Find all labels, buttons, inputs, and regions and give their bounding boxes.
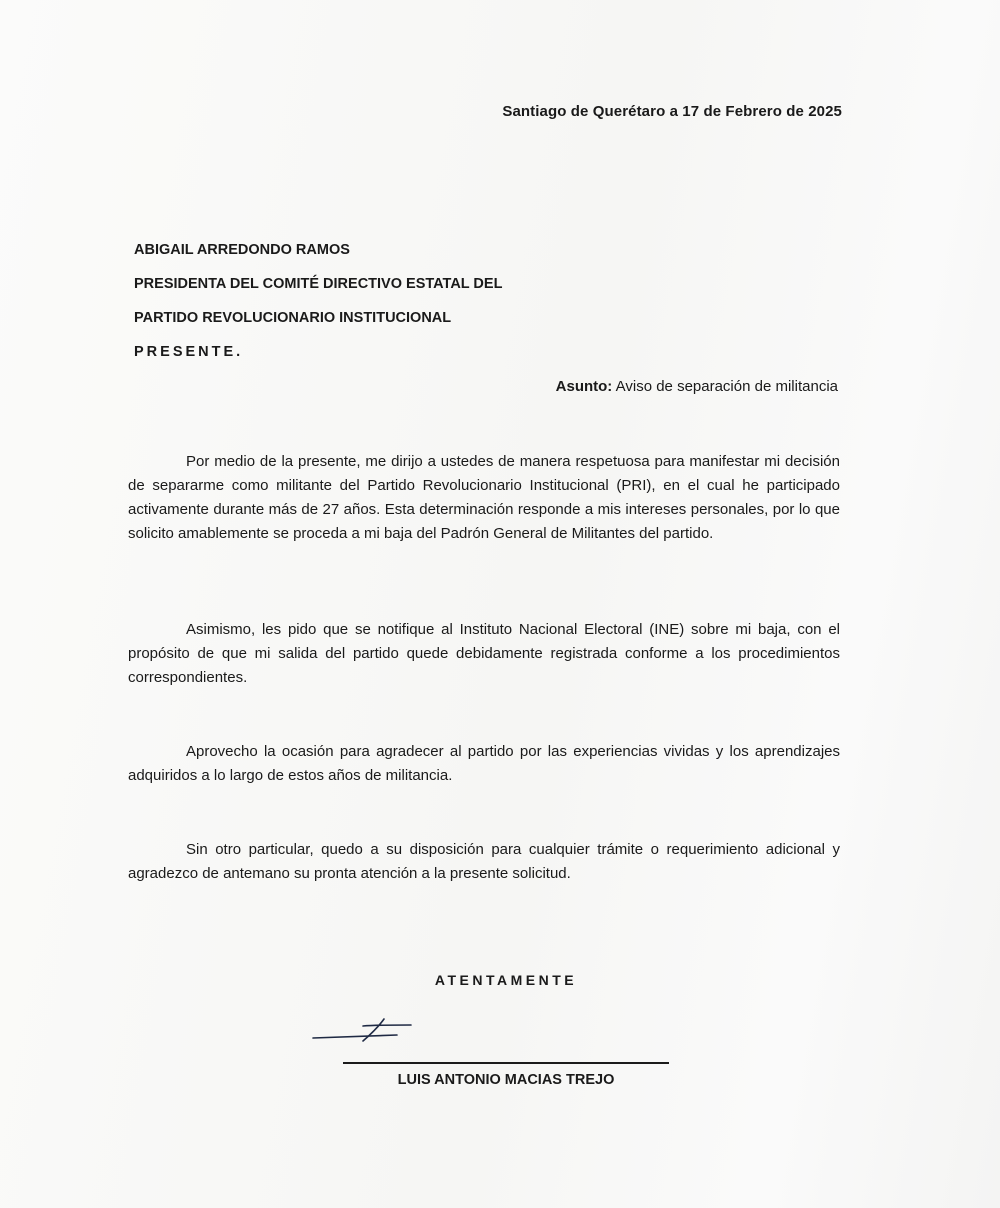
body-paragraph-3: Aprovecho la ocasión para agradecer al partido por las experiencias vividas y los aprendizajes adquiridos a lo largo de estos años de militancia. xyxy=(128,743,840,784)
subject-text: Aviso de separación de militancia xyxy=(615,378,838,395)
letter-date: Santiago de Querétaro a 17 de Febrero de 2025 xyxy=(502,103,842,120)
body-paragraph-2: Asimismo, les pido que se notifique al Instituto Nacional Electoral (INE) sobre mi baja, con el propósito de que mi salida del partido quede debidamente registrada conforme a los procedimientos correspondientes. xyxy=(128,621,840,686)
subject-line xyxy=(556,378,838,395)
handwritten-signature xyxy=(305,1010,425,1050)
recipient-title-line-2: PARTIDO REVOLUCIONARIO INSTITUCIONAL xyxy=(134,310,452,326)
recipient-name: ABIGAIL ARREDONDO RAMOS xyxy=(134,242,350,258)
closing-atentamente: ATENTAMENTE xyxy=(434,972,578,988)
recipient-presente: PRESENTE. xyxy=(134,344,244,360)
subject-label: Asunto: xyxy=(555,378,613,395)
signature-line xyxy=(343,1062,669,1064)
body-paragraph-4: Sin otro particular, quedo a su disposición para cualquier trámite o requerimiento adicional y agradezco de antemano su pronta atención a la presente solicitud. xyxy=(128,841,840,882)
signer-name: LUIS ANTONIO MACIAS TREJO xyxy=(397,1072,615,1088)
recipient-title-line-1: PRESIDENTA DEL COMITÉ DIRECTIVO ESTATAL DEL xyxy=(134,276,503,292)
recipient-block xyxy=(134,240,502,376)
body-paragraph-1: Por medio de la presente, me dirijo a ustedes de manera respetuosa para manifestar mi decisión de separarme como militante del Partido Revolucionario Institucional (PRI), en el cual he participado activamente durante más de 27 años. Esta determinación responde a mis intereses personales, por lo que solicito amablemente se proceda a mi baja del Padrón General de Militantes del partido. xyxy=(128,453,840,542)
